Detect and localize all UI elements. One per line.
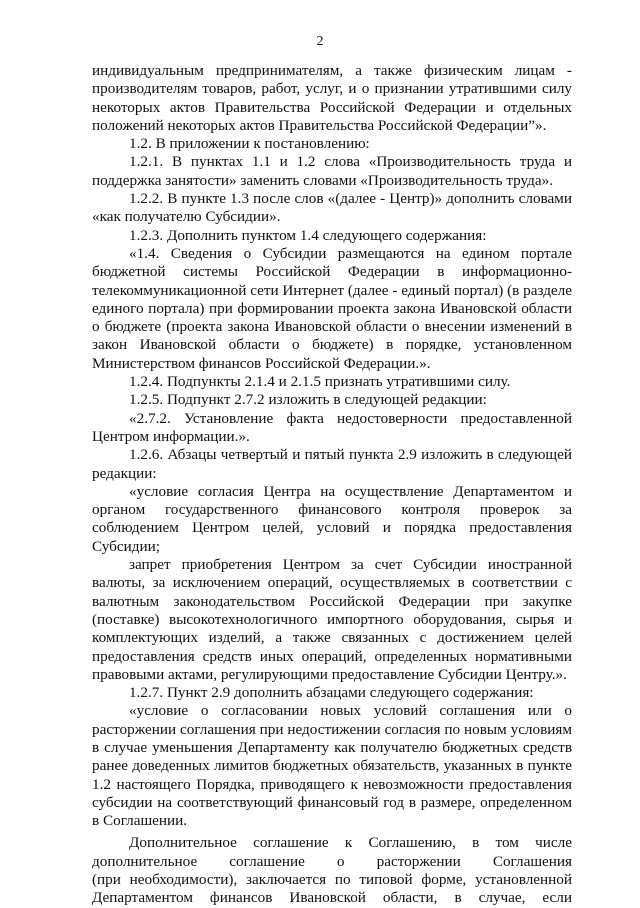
text-line: валютным законодательством Российской Федерации при закупке [92, 592, 572, 610]
text-line: (поставке) высокотехнологичного импортного оборудования, сырья и [92, 610, 572, 628]
text-line: в случае уменьшения Департаменту как получателю бюджетных средств [92, 738, 572, 756]
text-line: расторжении соглашения при недостижении согласия по новым условиям [92, 720, 572, 738]
text-line: производителям товаров, работ, услуг, и о признании утратившими силу [92, 80, 572, 98]
text-line: соблюдением Центром целей, условий и порядка предоставления [92, 519, 572, 537]
text-line: 1.2.1. В пунктах 1.1 и 1.2 слова «Производительность труда и [129, 153, 572, 171]
text-line: 1.2.6. Абзацы четвертый и пятый пункта 2.9 изложить в следующей [129, 446, 572, 464]
text-line: 1.2. В приложении к постановлению: [129, 135, 370, 153]
document-body [92, 62, 572, 908]
text-line: «2.7.2. Установление факта недостоверности предоставленной [129, 409, 572, 427]
text-line: Центром информации.». [92, 427, 250, 445]
text-line: «1.4. Сведения о Субсидии размещаются на едином портале [129, 244, 572, 262]
text-line: телекоммуникационной сети Интернет (далее - единый портал) (в разделе [92, 281, 572, 299]
text-line: 1.2.3. Дополнить пунктом 1.4 следующего содержания: [129, 226, 487, 244]
text-line: правовыми актами, регулирующими предоставление Субсидии Центру.». [92, 665, 567, 683]
text-line: индивидуальным предпринимателям, а также физическим лицам - [92, 62, 572, 79]
text-line: дополнительное соглашение о расторжении Соглашения [92, 852, 572, 870]
text-line: о бюджете (проекта закона Ивановской области о внесении изменений в [92, 318, 572, 336]
text-line: закон Ивановской области о бюджете) в порядке, установленном [92, 336, 572, 354]
text-line: валюты, за исключением операций, осуществляемых в соответствии с [92, 574, 572, 592]
text-line: «условие согласия Центра на осуществление Департаментом и [129, 482, 572, 500]
text-line: комплектующих изделий, а также связанных с достижением целей [92, 629, 572, 647]
text-line: 1.2.4. Подпункты 2.1.4 и 2.1.5 признать утратившими силу. [129, 373, 511, 391]
text-line: единого портала) при формировании проекта закона Ивановской области [92, 299, 572, 317]
text-line: редакции: [92, 464, 157, 482]
text-line: положений некоторых актов Правительства Российской Федерации”». [92, 116, 547, 134]
text-line: 1.2.2. В пункте 1.3 после слов «(далее - Центр)» дополнить словами [129, 190, 572, 208]
text-line: Департаментом финансов Ивановской области, в случае, если [92, 889, 572, 907]
text-line: органом государственного финансового контроля проверок за [92, 501, 572, 519]
text-line: запрет приобретения Центром за счет Субсидии иностранной [129, 556, 572, 574]
page-number: 2 [316, 34, 324, 49]
text-line: Субсидии; [92, 537, 160, 555]
text-line: 1.2 настоящего Порядка, приводящего к невозможности предоставления [92, 775, 572, 793]
text-line: Дополнительное соглашение к Соглашению, в том числе [129, 834, 572, 852]
text-line: субсидии на соответствующий финансовый год в размере, определенном [92, 793, 572, 811]
text-line: поддержка занятости» заменить словами «Производительность труда». [92, 171, 554, 189]
text-line: ранее доведенных лимитов бюджетных обязательств, указанных в пункте [92, 757, 572, 775]
text-line: некоторых актов Правительства Российской Федерации и отдельных [92, 98, 572, 116]
text-line: в Соглашении. [92, 812, 188, 830]
text-line: (при необходимости), заключается по типовой форме, установленной [92, 871, 572, 889]
text-line: бюджетной системы Российской Федерации в информационно- [92, 263, 572, 281]
text-line: предоставления средств иных операций, определенных нормативными [92, 647, 572, 665]
text-line: 1.2.5. Подпункт 2.7.2 изложить в следующей редакции: [129, 391, 487, 409]
text-line: 1.2.7. Пункт 2.9 дополнить абзацами следующего содержания: [129, 684, 534, 702]
text-line: Министерством финансов Российской Федерации.». [92, 354, 431, 372]
text-line: «как получателю Субсидии». [92, 208, 281, 226]
text-line: «условие о согласовании новых условий соглашения или о [129, 702, 572, 720]
